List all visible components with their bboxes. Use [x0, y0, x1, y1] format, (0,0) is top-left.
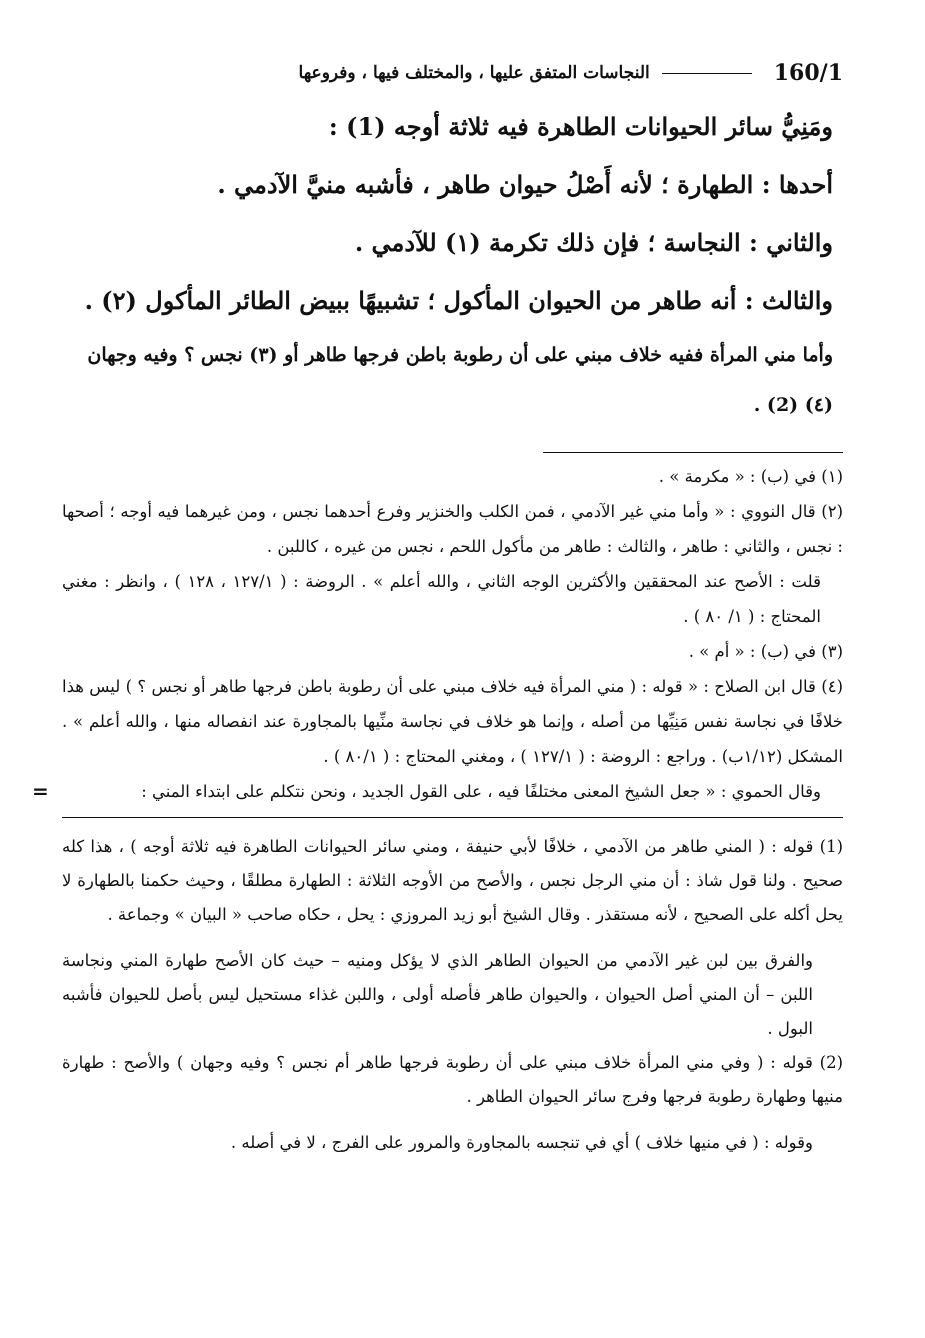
commentary — [62, 830, 843, 1160]
footnote: (٤) قال ابن الصلاح : « قوله : ( مني المرأة فيه خلاف مبني على أن رطوبة باطن فرجها طاهر أو نجس ؟ ) ليس هذا خلافًا في نجاسة نفس مَنِيِّها من أصله ، وإنما هو خلاف في نجاسة منِّيها بالمجاورة عند انفصاله منها ، والله أعلم » . المشكل (١/١٢ب) . وراجع : الروضة : ( ١٢٧/١ ) ، ومغني المحتاج : ( ٨٠/١ ) . — [62, 677, 843, 766]
commentary-separator — [62, 817, 843, 818]
header-rule — [662, 73, 752, 74]
footnote-continued — [32, 774, 843, 809]
footnote-separator — [543, 452, 843, 453]
footnote: (٢) قال النووي : « وأما مني غير الآدمي ، فمن الكلب والخنزير وفرع أحدهما نجس ، ومن غيرهما فيه أوجه ؛ أصحها : نجس ، والثاني : طاهر ، والثالث : طاهر من مأكول اللحم ، نجس من غيره ، كاللبن . — [62, 502, 843, 556]
main-line: ومَنِيُّ سائر الحيوانات الطاهرة فيه ثلاثة أوجه (1) : — [328, 112, 833, 141]
main-text — [62, 98, 843, 430]
commentary-paragraph: والفرق بين لبن غير الآدمي من الحيوان الطاهر الذي لا يؤكل ومنيه – حيث كان الأصح طهارة المني ونجاسة اللبن – أن المني أصل الحيوان ، والحيوان طاهر فأصله أولى ، واللبن غذاء مستحيل ليس بأصل للحيوان فأشبه البول . — [62, 951, 813, 1038]
main-line: والثالث : أنه طاهر من الحيوان المأكول ؛ تشبيهًا ببيض الطائر المأكول (٢) . — [84, 286, 833, 315]
commentary-paragraph: وقوله : ( في منيها خلاف ) أي في تنجسه بالمجاورة والمرور على الفرج ، لا في أصله . — [230, 1133, 813, 1152]
running-title: النجاسات المتفق عليها ، والمختلف فيها ، وفروعها — [298, 63, 650, 83]
footnote: وقال الحموي : « جعل الشيخ المعنى مختلفًا فيه ، على القول الجديد ، ونحن نتكلم على ابتداء المني : — [141, 782, 821, 801]
commentary-paragraph: (2) قوله : ( وفي مني المرأة خلاف مبني على أن رطوبة فرجها طاهر أم نجس ؟ وفيه وجهان ) والأصح : طهارة منيها وطهارة رطوبة فرجها وفرج سائر الحيوان الطاهر . — [62, 1053, 843, 1106]
main-line: أحدها : الطهارة ؛ لأنه أَصْلُ حيوان طاهر ، فأشبه منيَّ الآدمي . — [217, 170, 833, 199]
editor-footnotes — [32, 459, 843, 809]
footnote: (١) في (ب) : « مكرمة » . — [658, 467, 843, 486]
footnote: قلت : الأصح عند المحققين والأكثرين الوجه الثاني ، والله أعلم » . الروضة : ( ١٢٧/١ ، ١٢٨ ) ، وانظر : مغني المحتاج : ( ١/ ٨٠ ) . — [62, 572, 821, 626]
page-number: 160/1 — [773, 60, 843, 86]
page-header — [62, 52, 843, 94]
footnote: (٣) في (ب) : « أم » . — [688, 642, 843, 661]
main-line: والثاني : النجاسة ؛ فإن ذلك تكرمة (١) للآدمي . — [354, 228, 833, 257]
continuation-mark: = — [32, 779, 49, 803]
commentary-paragraph: (1) قوله : ( المني طاهر من الآدمي ، خلافًا لأبي حنيفة ، ومني سائر الحيوانات الطاهرة فيه ثلاثة أوجه ) ، هذا كله صحيح . ولنا قول شاذ : أن مني الرجل نجس ، والأصح من الأوجه الثلاثة : الطهارة مطلقًا ، وحيث حكمنا بالطهارة لا يحل أكله على الصحيح ، لأنه مستقذر . وقال الشيخ أبو زيد المروزي : يحل ، حكاه صاحب « البيان » وجماعة . — [62, 837, 843, 924]
main-line: وأما مني المرأة ففيه خلاف مبني على أن رطوبة باطن فرجها طاهر أو (٣) نجس ؟ وفيه وجهان (٤) (2) . — [87, 344, 833, 416]
